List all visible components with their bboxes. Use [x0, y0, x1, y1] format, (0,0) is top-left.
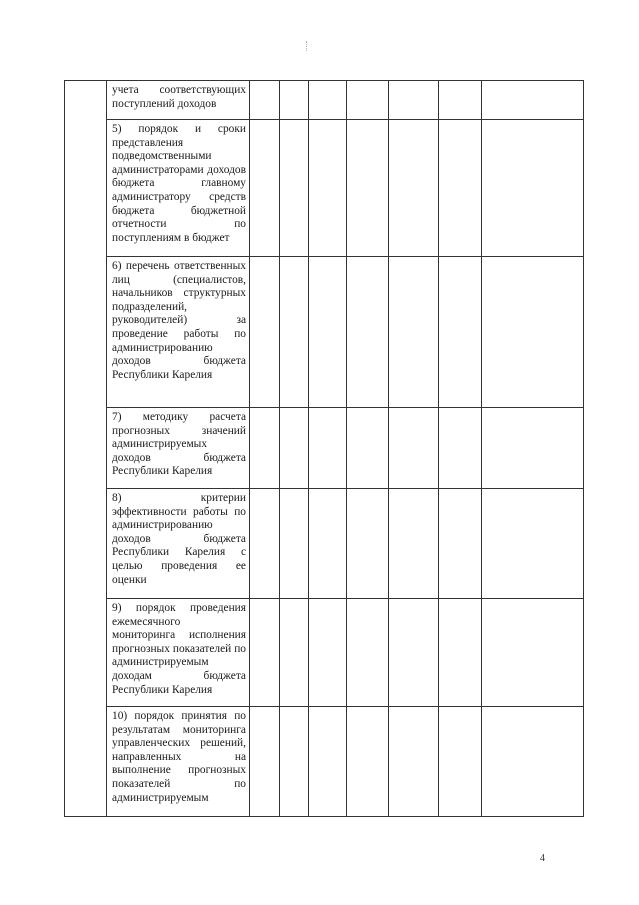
value-cell	[280, 599, 309, 707]
criterion-text: 5) порядок и сроки представления подведомственными администраторами доходов бюджета главному администратору средств бюджета бюджетной отчетности по поступлениям в бюджет	[107, 120, 250, 257]
value-cell	[250, 120, 280, 257]
value-cell	[280, 408, 309, 489]
value-cell	[280, 257, 309, 408]
value-cell	[309, 408, 347, 489]
value-cell	[347, 489, 389, 599]
value-cell	[280, 707, 309, 817]
value-cell	[439, 120, 482, 257]
value-cell	[439, 257, 482, 408]
scan-artifact	[306, 41, 309, 51]
value-cell	[280, 81, 309, 120]
value-cell	[250, 707, 280, 817]
value-cell	[309, 599, 347, 707]
value-cell	[347, 599, 389, 707]
table-row	[65, 81, 584, 120]
value-cell	[250, 408, 280, 489]
value-cell	[389, 489, 439, 599]
value-cell	[439, 408, 482, 489]
value-cell	[309, 489, 347, 599]
value-cell	[389, 408, 439, 489]
criterion-text: 9) порядок проведения ежемесячного мониторинга исполнения прогнозных показателей по администрируемым доходам бюджета Республики Карелия	[107, 599, 250, 707]
criterion-text: 10) порядок принятия по результатам мониторинга управленческих решений, направленных на выполнение прогнозных показателей по администрируемым	[107, 707, 250, 817]
value-cell	[389, 81, 439, 120]
criterion-text: 8) критерии эффективности работы по администрированию доходов бюджета Республики Карелия с целью проведения ее оценки	[107, 489, 250, 599]
value-cell	[347, 120, 389, 257]
value-cell	[347, 257, 389, 408]
value-cell	[482, 120, 584, 257]
value-cell	[482, 707, 584, 817]
value-cell	[439, 489, 482, 599]
value-cell	[250, 257, 280, 408]
value-cell	[389, 257, 439, 408]
value-cell	[309, 257, 347, 408]
criterion-text: 6) перечень ответственных лиц (специалистов, начальников структурных подразделений, руководителей) за проведение работы по администрированию доходов бюджета Республики Карелия	[107, 257, 250, 408]
value-cell	[347, 707, 389, 817]
value-cell	[482, 599, 584, 707]
value-cell	[309, 707, 347, 817]
value-cell	[280, 120, 309, 257]
table-row	[65, 489, 584, 599]
table-row	[65, 707, 584, 817]
value-cell	[389, 120, 439, 257]
value-cell	[250, 489, 280, 599]
row-number-cell	[65, 81, 107, 817]
assessment-table	[64, 80, 584, 817]
table-row	[65, 120, 584, 257]
value-cell	[482, 408, 584, 489]
value-cell	[347, 408, 389, 489]
value-cell	[389, 599, 439, 707]
page-number: 4	[540, 853, 545, 864]
value-cell	[439, 81, 482, 120]
value-cell	[347, 81, 389, 120]
value-cell	[309, 120, 347, 257]
criterion-text: учета соответствующих поступлений доходов	[107, 81, 250, 120]
criterion-text: 7) методику расчета прогнозных значений администрируемых доходов бюджета Республики Карелия	[107, 408, 250, 489]
value-cell	[250, 599, 280, 707]
table-row	[65, 599, 584, 707]
value-cell	[250, 81, 280, 120]
value-cell	[389, 707, 439, 817]
value-cell	[280, 489, 309, 599]
value-cell	[482, 257, 584, 408]
value-cell	[439, 707, 482, 817]
value-cell	[309, 81, 347, 120]
value-cell	[439, 599, 482, 707]
table-row	[65, 257, 584, 408]
value-cell	[482, 489, 584, 599]
value-cell	[482, 81, 584, 120]
table-row	[65, 408, 584, 489]
